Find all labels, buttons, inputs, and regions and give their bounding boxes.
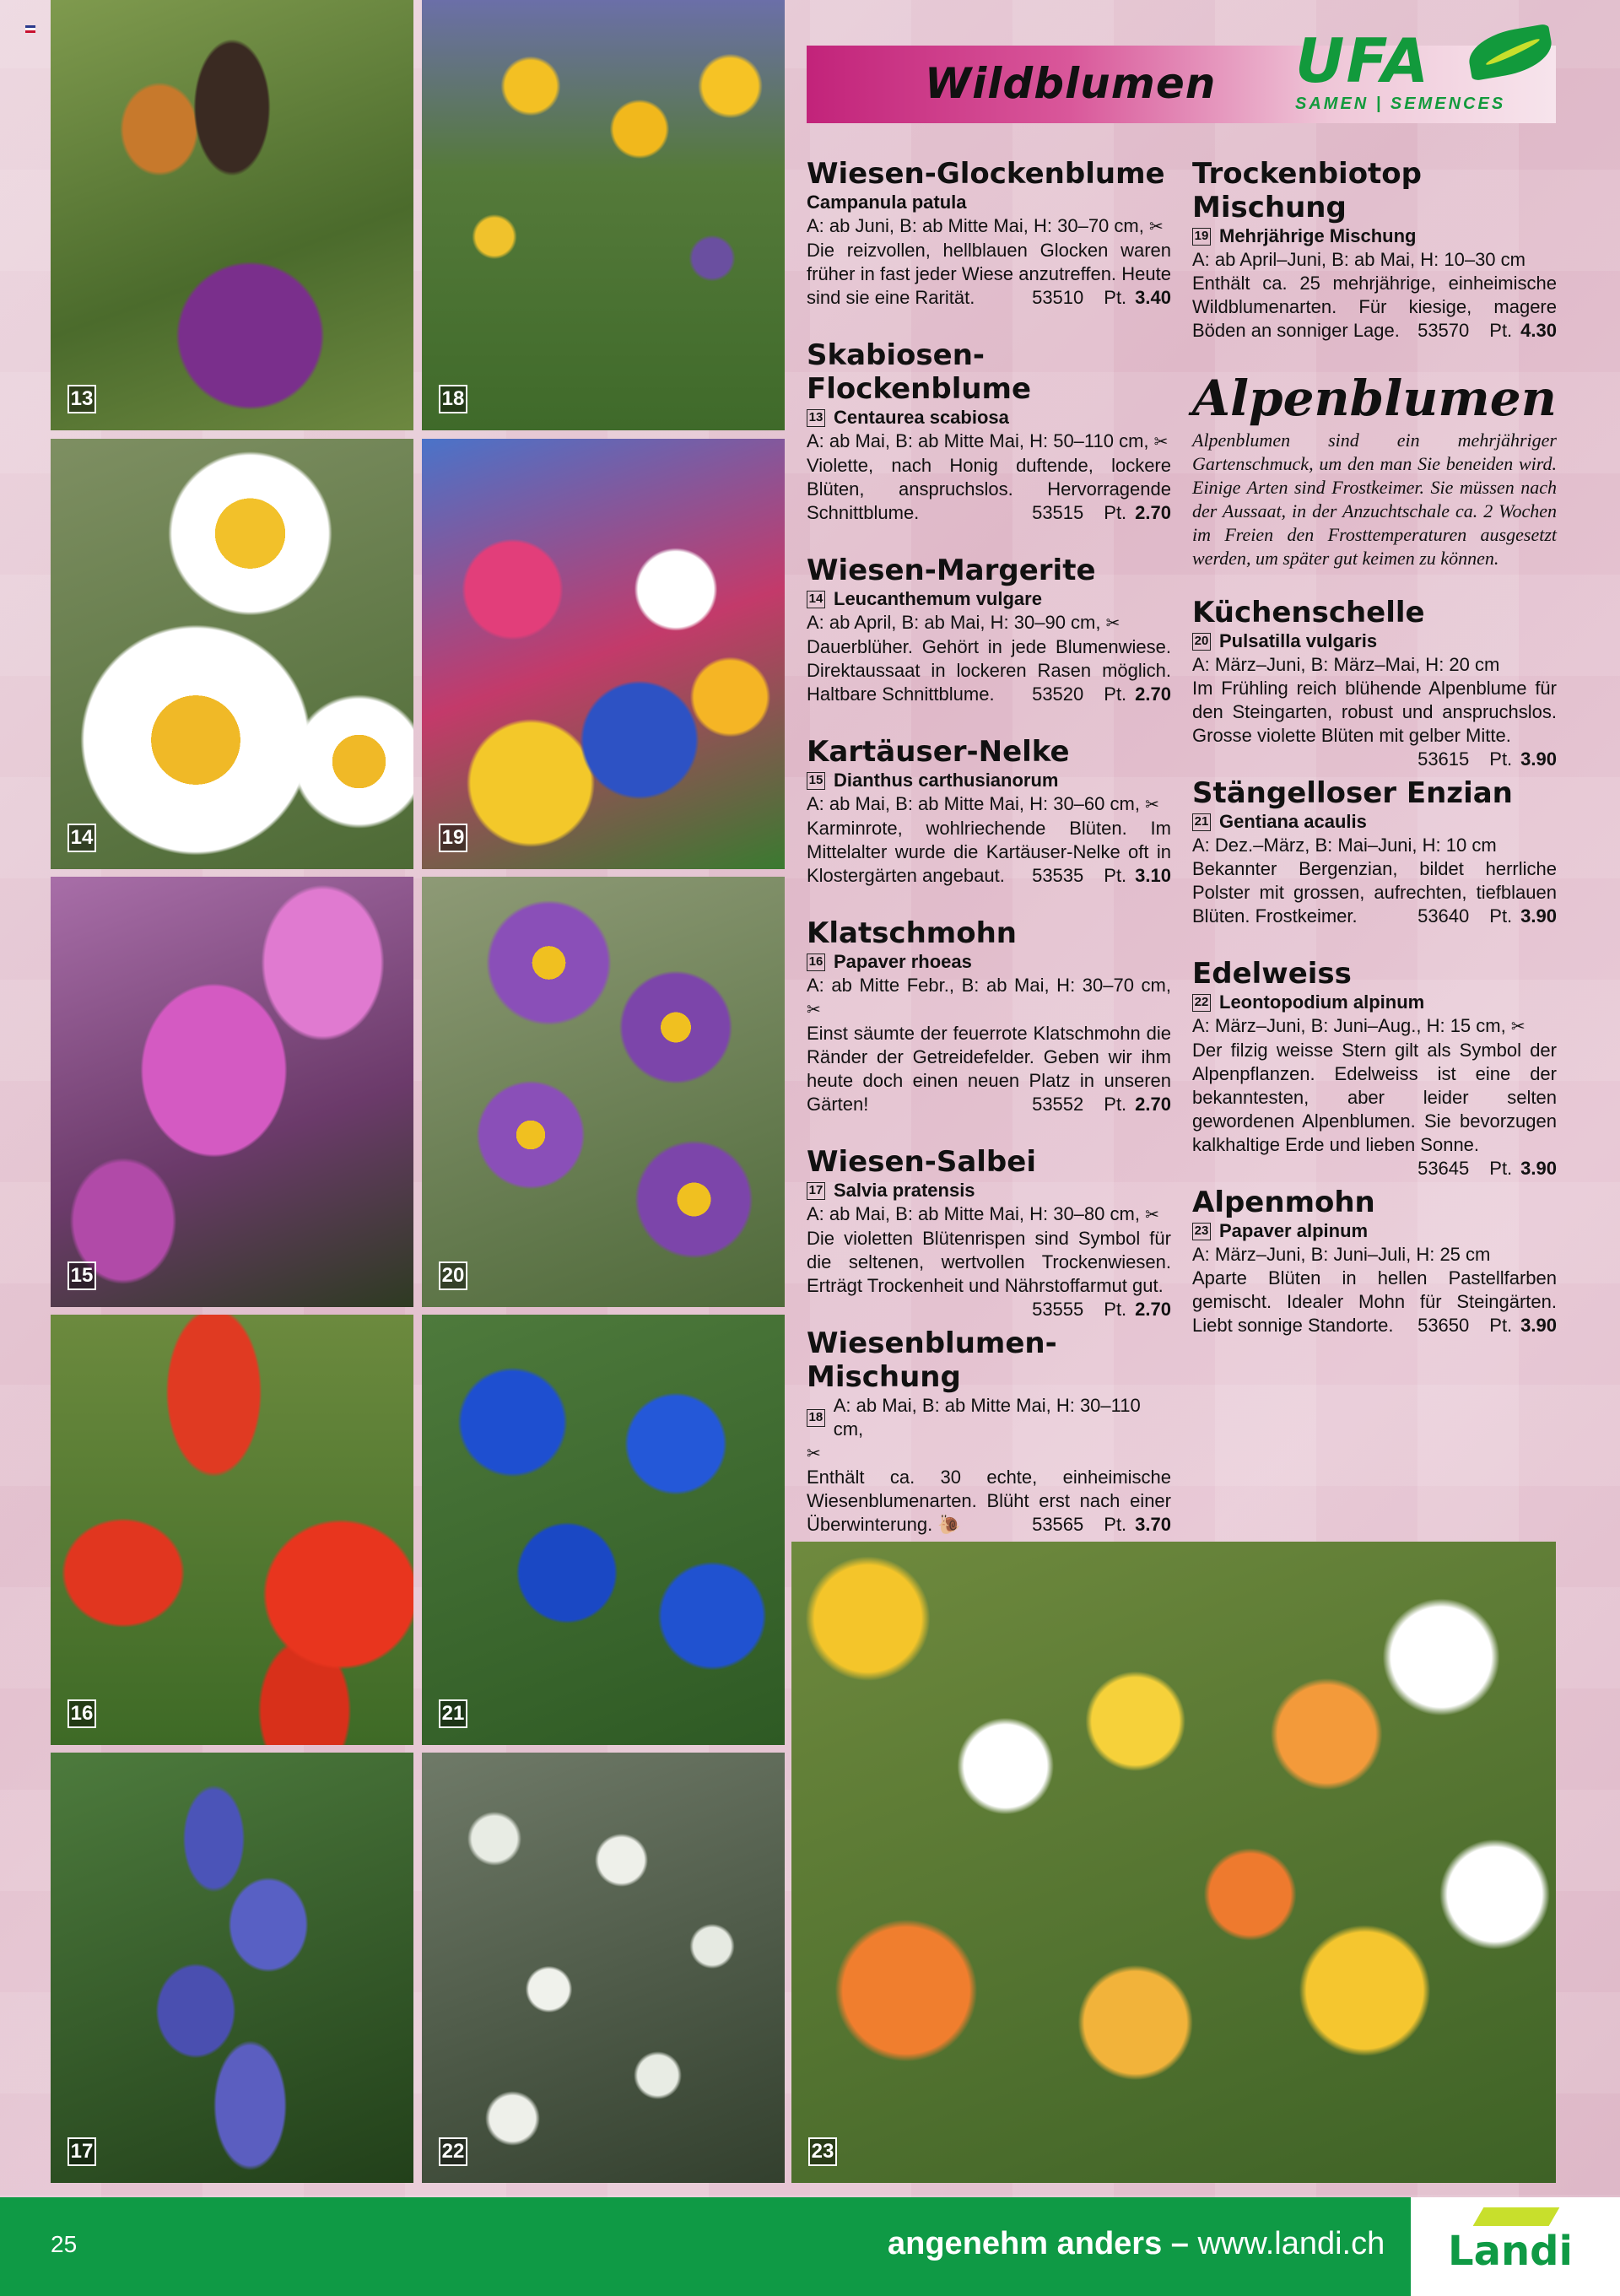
scissors-icon: ✂ [807,1445,821,1463]
product-entry [807,554,1171,706]
product-latin: 21 Gentiana acaulis [1192,810,1557,834]
landi-wordmark: Landi [1448,2228,1573,2275]
product-price: 53645 Pt. 3.90 [1418,1158,1557,1179]
product-name: Stängelloser Enzian [1192,776,1513,810]
scissors-icon: ✂ [1510,1018,1526,1036]
product-name: Alpenmohn [1192,1186,1375,1219]
page-number: 25 [51,2231,78,2257]
photo-number: 14 [68,824,96,852]
scissors-icon: ✂ [1145,796,1159,814]
product-price: 53565 Pt. 3.70 [1032,1514,1171,1535]
product-entry [807,1326,1171,1537]
product-desc: Bekannter Bergenzian, bildet herrliche Polster mit grossen, aufrechten, tiefblauen Blüten. Frostkeimer. 53640 Pt. 3.90 [1192,858,1557,927]
photo-number: 21 [439,1699,467,1728]
leaf-icon [1465,24,1556,82]
product-latin: Campanula patula [807,192,967,213]
photo-18 [422,0,785,430]
product-price: 53555 Pt. 2.70 [1032,1299,1171,1320]
photo-17 [51,1753,413,2183]
product-desc: Die reizvollen, hellblauen Glocken waren früher in fast jeder Wiese anzutreffen. Heute sind sie eine Rarität. 53510 Pt. 3.40 [807,240,1171,308]
product-entry [807,338,1171,525]
section-heading: Alpenblumen [1192,370,1557,427]
scissors-icon: ✂ [1145,1206,1159,1224]
product-latin: 22 Leontopodium alpinum [1192,991,1557,1014]
product-spec: A: März–Juni, B: Juni–Juli, H: 25 cm [1192,1244,1491,1265]
product-entry [807,735,1171,888]
product-name: Klatschmohn [807,916,1017,950]
product-entry [1192,1186,1557,1337]
product-desc: Einst säumte der feuerrote Klatschmohn die Ränder der Getreidefelder. Geben wir ihm heute doch einen neuen Platz in unseren Gärten! 53552 Pt. 2.70 [807,1023,1171,1115]
product-entry [1192,957,1557,1179]
language-flag-icon [25,25,35,33]
ufa-logo [1295,25,1565,118]
photo-number: 16 [68,1699,96,1728]
scissors-icon: ✂ [1153,433,1169,451]
product-price: 53515 Pt. 2.70 [1032,502,1171,523]
photo-ref-badge: 21 [1192,813,1211,831]
scissors-icon: ✂ [1148,218,1164,236]
roof-icon [1473,2207,1560,2226]
photo-number: 15 [68,1261,96,1290]
product-desc: Enthält ca. 25 mehrjährige, einheimische Wildblumenarten. Für kiesige, magere Böden an sonniger Lage. 53570 Pt. 4.30 [1192,273,1557,341]
product-spec: A: ab April–Juni, B: ab Mai, H: 10–30 cm [1192,249,1526,270]
photo-ref-badge: 22 [1192,994,1211,1012]
product-price: 53640 Pt. 3.90 [1418,905,1557,927]
product-latin: 23 Papaver alpinum [1192,1219,1557,1243]
scissors-icon: ✂ [807,1001,821,1019]
product-entry [807,916,1171,1116]
scissors-line [807,1441,1171,1466]
photo-19 [422,439,785,869]
product-price: 53570 Pt. 4.30 [1418,320,1557,341]
product-desc: Aparte Blüten in hellen Pastellfarben gemischt. Idealer Mohn für Steingärten. Liebt sonnige Standorte. 53650 Pt. 3.90 [1192,1267,1557,1336]
product-price: 53510 Pt. 3.40 [1032,287,1171,308]
photo-ref-badge: 15 [807,772,825,790]
product-desc: Karminrote, wohlriechende Blüten. Im Mittelalter wurde die Kartäuser-Nelke oft in Klostergärten angebaut. 53535 Pt. 3.10 [807,818,1171,886]
product-spec: A: März–Juni, B: März–Mai, H: 20 cm [1192,654,1500,675]
photo-ref-badge: 23 [1192,1223,1211,1240]
photo-number: 13 [68,385,96,413]
photo-15 [51,877,413,1307]
product-name: Wiesen-Margerite [807,554,1096,587]
product-price: 53615 Pt. 3.90 [1418,748,1557,770]
product-latin: 17 Salvia pratensis [807,1179,1171,1202]
product-entry [1192,596,1557,770]
landi-logo [1411,2197,1620,2296]
product-spec: A: ab Mai, B: ab Mitte Mai, H: 50–110 cm, ✂ [807,430,1169,451]
photo-number: 23 [808,2137,837,2166]
product-latin: 20 Pulsatilla vulgaris [1192,629,1557,653]
product-name: Küchenschelle [1192,596,1425,629]
photo-22 [422,1753,785,2183]
ufa-subtitle: SAMEN | SEMENCES [1295,95,1506,113]
product-latin: 15 Dianthus carthusianorum [807,769,1171,792]
photo-ref-badge: 13 [807,409,825,427]
product-spec: A: ab Mai, B: ab Mitte Mai, H: 30–80 cm, ✂ [807,1203,1159,1224]
product-name: Trockenbiotop Mischung [1192,157,1422,224]
product-latin: 14 Leucanthemum vulgare [807,587,1171,611]
product-entry [807,1145,1171,1320]
photo-21 [422,1315,785,1745]
product-desc: Enthält ca. 30 echte, einheimische Wiesenblumenarten. Blüht erst nach einer Überwinterung. 🐌 53565 Pt. 3.70 [807,1467,1171,1535]
photo-number: 17 [68,2137,96,2166]
product-price: 53520 Pt. 2.70 [1032,683,1171,705]
product-price: 53650 Pt. 3.90 [1418,1315,1557,1336]
photo-ref-badge: 17 [807,1182,825,1200]
wildblumen-column [807,157,1171,1565]
photo-ref-badge: 19 [1192,228,1211,246]
landi-link[interactable]: www.landi.ch [1197,2226,1385,2261]
product-spec: A: ab April, B: ab Mai, H: 30–90 cm, ✂ [807,612,1120,633]
product-name: Wiesen-Glockenblume [807,157,1165,191]
product-name: Wiesenblumen-Mischung [807,1326,1057,1394]
photo-14 [51,439,413,869]
photo-number: 22 [439,2137,467,2166]
photo-number: 19 [439,824,467,852]
photo-23 [791,1542,1556,2183]
photo-13 [51,0,413,430]
product-desc: Dauerblüher. Gehört in jede Blumenwiese. Direktaussaat in lockeren Rasen möglich. Haltbare Schnittblume. 53520 Pt. 2.70 [807,636,1171,705]
product-spec: 18 A: ab Mai, B: ab Mitte Mai, H: 30–110 cm, [807,1394,1171,1441]
product-latin: 19 Mehrjährige Mischung [1192,224,1557,248]
section-intro: Alpenblumen sind ein mehrjähriger Gartenschmuck, um den man Sie beneiden wird. Einige Arten sind Frostkeimer. Sie müssen nach der Aussaat, in der Anzuchtschale ca. 2 Wochen im Freien den Frosttemperaturen ausgesetzt werden, um später gut keimen zu können. [1192,429,1557,569]
photo-ref-badge: 14 [807,591,825,608]
photo-ref-badge: 20 [1192,633,1211,651]
product-latin: 13 Centaurea scabiosa [807,406,1171,429]
product-desc: Violette, nach Honig duftende, lockere Blüten, anspruchslos. Hervorragende Schnittblume. 53515 Pt. 2.70 [807,455,1171,523]
scissors-icon: ✂ [1105,614,1120,633]
product-desc: Im Frühling reich blühende Alpenblume für den Steingarten, robust und anspruchslos. Grosse violette Blüten mit gelber Mitte. 53615 Pt. 3.90 [1192,678,1557,770]
photo-number: 18 [439,385,467,413]
product-price: 53535 Pt. 3.10 [1032,865,1171,886]
product-spec: A: ab Mai, B: ab Mitte Mai, H: 30–60 cm, ✂ [807,793,1159,814]
footer-slogan: angenehm anders – www.landi.ch [888,2226,1385,2261]
product-latin: 16 Papaver rhoeas [807,950,1171,974]
product-price: 53552 Pt. 2.70 [1032,1094,1171,1115]
page-title: Wildblumen [925,59,1217,108]
photo-ref-badge: 16 [807,954,825,971]
product-entry [1192,157,1557,343]
photo-20 [422,877,785,1307]
photo-number: 20 [439,1261,467,1290]
photo-ref-badge: 18 [807,1409,825,1427]
product-entry [1192,776,1557,928]
product-name: Edelweiss [1192,957,1352,991]
snail-icon: 🐌 [937,1514,961,1535]
ufa-wordmark: UFA [1295,25,1431,96]
product-spec: A: März–Juni, B: Juni–Aug., H: 15 cm, ✂ [1192,1015,1526,1036]
product-desc: Die violetten Blütenrispen sind Symbol für die seltenen, wertvollen Trockenwiesen. Erträgt Trockenheit und Nährstoffarmut gut. 53555 Pt. 2.70 [807,1228,1171,1320]
product-name: Wiesen-Salbei [807,1145,1036,1179]
product-name: Kartäuser-Nelke [807,735,1070,769]
product-spec: A: ab Juni, B: ab Mitte Mai, H: 30–70 cm, ✂ [807,215,1164,236]
product-spec: A: Dez.–März, B: Mai–Juni, H: 10 cm [1192,835,1497,856]
product-entry [807,157,1171,310]
product-desc: Der filzig weisse Stern gilt als Symbol der Alpenpflanzen. Edelweiss ist eine der bekanntesten, aber leider selten gewordenen Alpenblumen. Sie bevorzugen kalkhaltige Erde und lieben Sonne. 53645 Pt. 3.90 [1192,1040,1557,1179]
photo-16 [51,1315,413,1745]
product-name: Skabiosen-Flockenblume [807,338,1032,406]
alpenblumen-column [1192,157,1557,1366]
product-spec: A: ab Mitte Febr., B: ab Mai, H: 30–70 cm, ✂ [807,975,1171,1019]
footer-bar [0,2197,1620,2296]
